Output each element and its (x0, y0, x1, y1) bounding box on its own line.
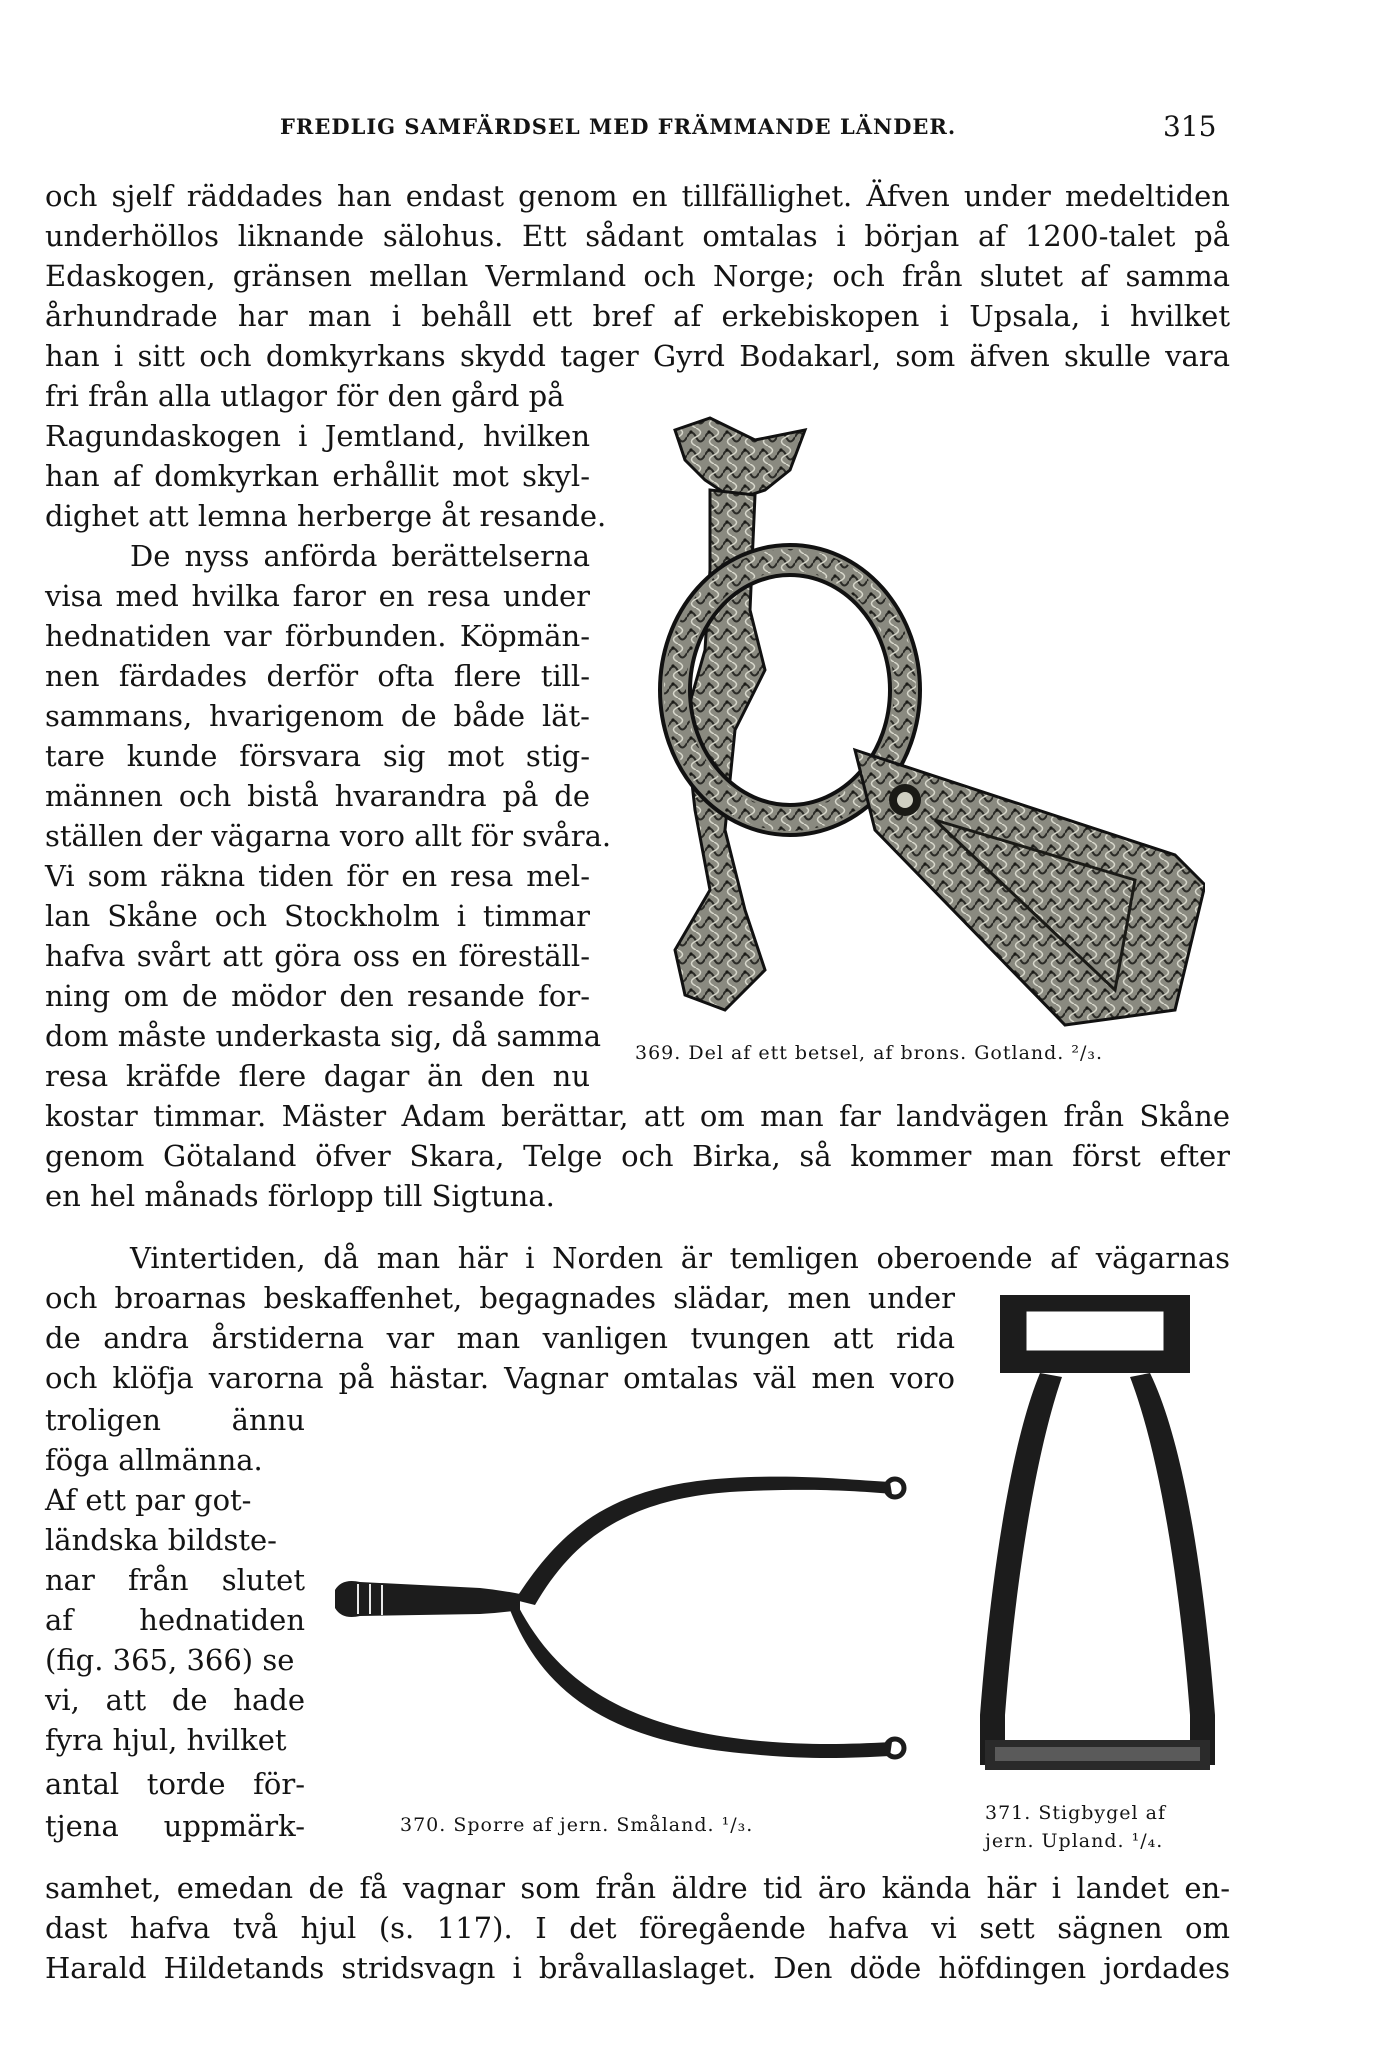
text-line: antal torde för- (45, 1767, 305, 1801)
text-line: Edaskogen, gränsen mellan Vermland och Norge; och från slutet af samma (45, 259, 1230, 293)
text-line: genom Götaland öfver Skara, Telge och Birka, så kommer man först efter (45, 1139, 1230, 1173)
text-line: fri från alla utlagor för den gård på (45, 379, 565, 413)
text-line: kostar timmar. Mäster Adam berättar, att om man far landvägen från Skåne (45, 1099, 1230, 1133)
text-line: tare kunde försvara sig mot stig- (45, 739, 590, 773)
figure-370-spur-image (330, 1460, 910, 1770)
text-line: Vintertiden, då man här i Norden är temligen oberoende af vägarnas (130, 1241, 1230, 1275)
figure-371-caption-line1: 371. Stigbygel af (985, 1802, 1167, 1824)
text-line: ställen der vägarna voro allt för svåra. (45, 819, 612, 853)
figure-371-caption-line2: jern. Upland. ¹/₄. (985, 1830, 1164, 1852)
text-line: och sjelf räddades han endast genom en tillfällighet. Äfven under medeltiden (45, 179, 1230, 213)
text-line: fyra hjul, hvilket (45, 1723, 287, 1757)
figure-369-caption: 369. Del af ett betsel, af brons. Gotland. ²/₃. (635, 1042, 1104, 1064)
text-line: troligen ännu (45, 1403, 305, 1437)
text-line: dast hafva två hjul (s. 117). I det föregående hafva vi sett sägnen om (45, 1911, 1230, 1945)
figure-370-caption: 370. Sporre af jern. Småland. ¹/₃. (400, 1814, 754, 1836)
text-line: sammans, hvarigenom de både lät- (45, 699, 590, 733)
text-line: De nyss anförda berättelserna (130, 539, 590, 573)
text-line: ning om de mödor den resande for- (45, 979, 590, 1013)
text-line: hednatiden var förbunden. Köpmän- (45, 619, 590, 653)
text-line: dighet att lemna herberge åt resande. (45, 499, 607, 533)
text-line: visa med hvilka faror en resa under (45, 579, 590, 613)
text-line: och broarnas beskaffenhet, begagnades slädar, men under (45, 1281, 955, 1315)
text-line: hafva svårt att göra oss en föreställ- (45, 939, 590, 973)
text-line: resa kräfde flere dagar än den nu (45, 1059, 590, 1093)
text-line: århundrade har man i behåll ett bref af erkebiskopen i Upsala, i hvilket (45, 299, 1230, 333)
text-line: underhöllos liknande sälohus. Ett sådant omtalas i början af 1200-talet på (45, 219, 1230, 253)
text-line: männen och bistå hvarandra på de (45, 779, 590, 813)
text-line: föga allmänna. (45, 1443, 263, 1477)
text-line: de andra årstiderna var man vanligen tvungen att rida (45, 1321, 955, 1355)
text-line: (fig. 365, 366) se (45, 1643, 295, 1677)
text-line: tjena uppmärk- (45, 1809, 305, 1843)
text-line: en hel månads förlopp till Sigtuna. (45, 1179, 555, 1213)
figure-369-bridle-image (615, 410, 1205, 1035)
text-line: och klöfja varorna på hästar. Vagnar omtalas väl men voro (45, 1361, 955, 1395)
text-line: af hednatiden (45, 1603, 305, 1637)
text-line: vi, att de hade (45, 1683, 305, 1717)
text-line: Af ett par got- (45, 1483, 252, 1517)
text-line: dom måste underkasta sig, då samma (45, 1019, 601, 1053)
text-line: Vi som räkna tiden för en resa mel- (45, 859, 590, 893)
text-line: lan Skåne och Stockholm i timmar (45, 899, 590, 933)
text-line: han i sitt och domkyrkans skydd tager Gyrd Bodakarl, som äfven skulle vara (45, 339, 1230, 373)
page-number: 315 (1163, 110, 1217, 143)
text-line: Ragundaskogen i Jemtland, hvilken (45, 419, 590, 453)
text-line: nar från slutet (45, 1563, 305, 1597)
text-line: han af domkyrkan erhållit mot skyl- (45, 459, 590, 493)
running-header: FREDLIG SAMFÄRDSEL MED FRÄMMANDE LÄNDER. (280, 114, 957, 139)
text-line: ländska bildste- (45, 1523, 277, 1557)
figure-371-stirrup-image (970, 1285, 1225, 1790)
text-line: samhet, emedan de få vagnar som från äldre tid äro kända här i landet en- (45, 1871, 1230, 1905)
text-line: Harald Hildetands stridsvagn i bråvallaslaget. Den döde höfdingen jordades (45, 1951, 1230, 1985)
text-line: nen färdades derför ofta flere till- (45, 659, 590, 693)
